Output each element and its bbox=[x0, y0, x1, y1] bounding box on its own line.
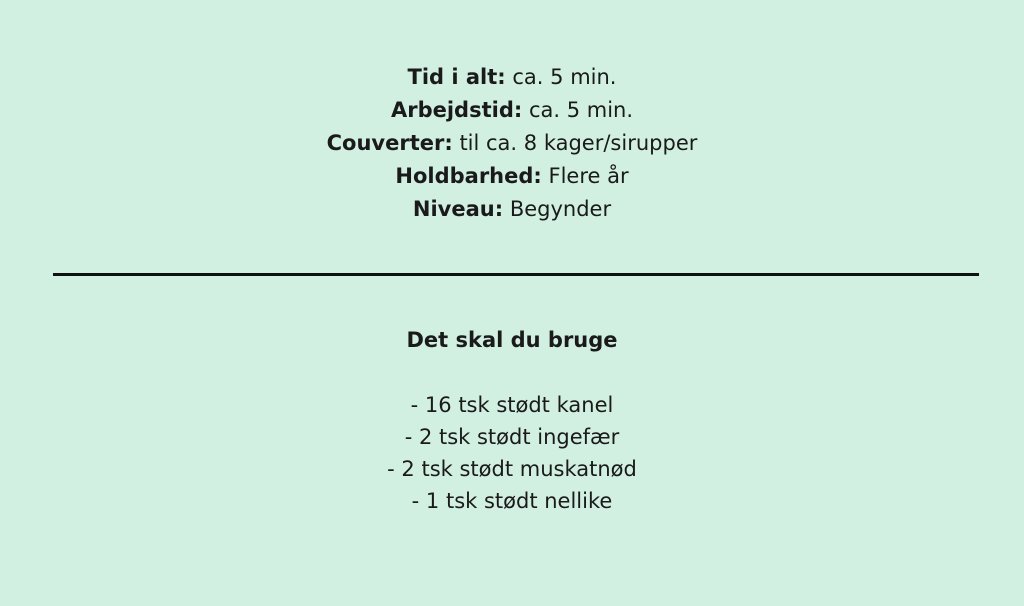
meta-value: Flere år bbox=[548, 164, 629, 188]
meta-work-time bbox=[0, 94, 1024, 127]
ingredients-heading: Det skal du bruge bbox=[406, 328, 618, 352]
meta-value: Begynder bbox=[509, 197, 612, 221]
recipe-meta-block bbox=[0, 61, 1024, 226]
meta-value: ca. 5 min. bbox=[512, 65, 617, 89]
meta-servings bbox=[0, 127, 1024, 160]
meta-label: Niveau: bbox=[412, 197, 504, 221]
meta-label: Couverter: bbox=[326, 131, 453, 155]
meta-value: ca. 5 min. bbox=[528, 98, 634, 122]
ingredient-item: - 2 tsk stødt ingefær bbox=[404, 425, 620, 449]
meta-label: Tid i alt: bbox=[407, 65, 506, 89]
ingredient-item: - 1 tsk stødt nellike bbox=[411, 489, 613, 513]
meta-total-time bbox=[0, 61, 1024, 94]
ingredient-list bbox=[0, 389, 1024, 517]
ingredient-item: - 2 tsk stødt muskatnød bbox=[387, 457, 637, 481]
meta-level bbox=[0, 193, 1024, 226]
meta-label: Arbejdstid: bbox=[390, 98, 523, 122]
meta-label: Holdbarhed: bbox=[395, 164, 542, 188]
ingredient-item: - 16 tsk stødt kanel bbox=[410, 393, 614, 417]
meta-value: til ca. 8 kager/sirupper bbox=[459, 131, 698, 155]
meta-shelf-life bbox=[0, 160, 1024, 193]
section-divider bbox=[53, 273, 979, 276]
